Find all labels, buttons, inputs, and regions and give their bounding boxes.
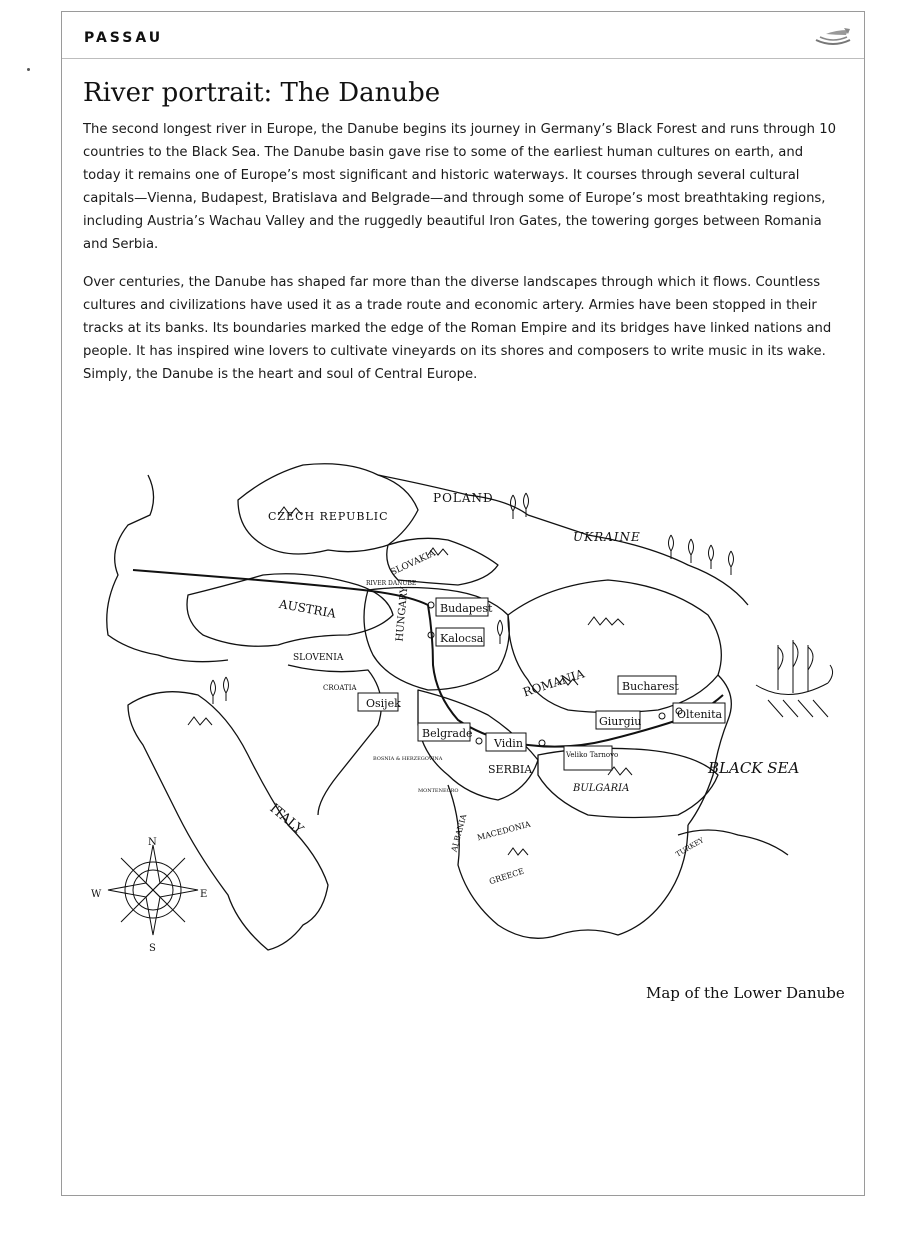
city-veliko-tarnovo: Veliko Tarnovo xyxy=(566,751,619,759)
scan-mark xyxy=(27,68,30,71)
city-kalocsa: Kalocsa xyxy=(440,632,484,645)
compass-e: E xyxy=(200,889,208,900)
compass-n: N xyxy=(148,837,157,848)
label-serbia: SERBIA xyxy=(488,763,533,776)
label-slovakia: SLOVAKIA xyxy=(389,548,438,579)
label-slovenia: SLOVENIA xyxy=(293,653,344,663)
label-montenegro: MONTENEGRO xyxy=(418,788,459,794)
longship-logo-icon xyxy=(814,26,852,48)
label-czech-republic: CZECH REPUBLIC xyxy=(268,510,389,523)
article-paragraph-2: Over centuries, the Danube has shaped far more than the diverse landscapes through which it flows. Countless cultures and civilizations have used it as a trade route and economic artery. Armies have been stopped in their tracks at its banks. Its boundaries marked the edge of the Roman Empire and its bridges have linked nations and people. It has inspired wine lovers to cultivate vineyards on its shores and composers to write music in its wake. Simply, the Danube is the heart and soul of Central Europe. xyxy=(83,275,832,382)
article-heading: River portrait: The Danube xyxy=(83,78,441,108)
compass-w: W xyxy=(91,889,102,900)
city-belgrade: Belgrade xyxy=(422,727,473,740)
viking-ship-icon xyxy=(756,640,833,717)
label-croatia: CROATIA xyxy=(323,684,357,692)
compass-rose-icon xyxy=(108,845,198,935)
lower-danube-map xyxy=(88,455,848,970)
label-turkey: TURKEY xyxy=(674,836,706,859)
label-bosnia: BOSNIA & HERZEGOVINA xyxy=(373,756,443,762)
label-black-sea: BLACK SEA xyxy=(708,759,800,777)
city-giurgiu: Giurgiu xyxy=(599,715,642,728)
label-bulgaria: BULGARIA xyxy=(573,783,630,794)
section-title: PASSAU xyxy=(84,30,164,46)
label-hungary: HUNGARY xyxy=(394,586,411,642)
western-border xyxy=(107,475,228,662)
map-caption: Map of the Lower Danube xyxy=(646,984,845,1002)
label-ukraine: UKRAINE xyxy=(573,530,641,544)
city-bucharest: Bucharest xyxy=(622,680,679,693)
city-osijek: Osijek xyxy=(366,697,401,710)
label-greece: GREECE xyxy=(488,866,526,887)
city-oltenita: Oltenita xyxy=(677,708,723,721)
label-poland: POLAND xyxy=(433,491,494,505)
label-river-danube: RIVER DANUBE xyxy=(366,580,417,587)
city-vidin: Vidin xyxy=(494,737,523,750)
label-albania: ALBANIA xyxy=(449,813,469,853)
label-austria: AUSTRIA xyxy=(277,596,337,621)
article-paragraph-1: The second longest river in Europe, the Danube begins its journey in Germany’s Black Forest and runs through 10 countries to the Black Sea. The Danube basin gave rise to some of the earliest human cultures on earth, and today it remains one of Europe’s most significant and historic waterways. It courses through several cultural capitals—Vienna, Budapest, Bratislava and Belgrade—and through some of Europe’s most breathtaking regions, including Austria’s Wachau Valley and the ruggedly beautiful Iron Gates, the towering gorges between Romania and Serbia. xyxy=(83,122,836,252)
header-bar xyxy=(62,22,864,59)
black-sea-coast xyxy=(688,675,731,825)
city-budapest: Budapest xyxy=(440,602,493,615)
label-romania: ROMANIA xyxy=(521,666,587,700)
balkans-south xyxy=(448,785,688,938)
compass-s: S xyxy=(149,943,156,954)
label-italy: ITALY xyxy=(266,801,306,838)
label-macedonia: MACEDONIA xyxy=(476,819,532,843)
